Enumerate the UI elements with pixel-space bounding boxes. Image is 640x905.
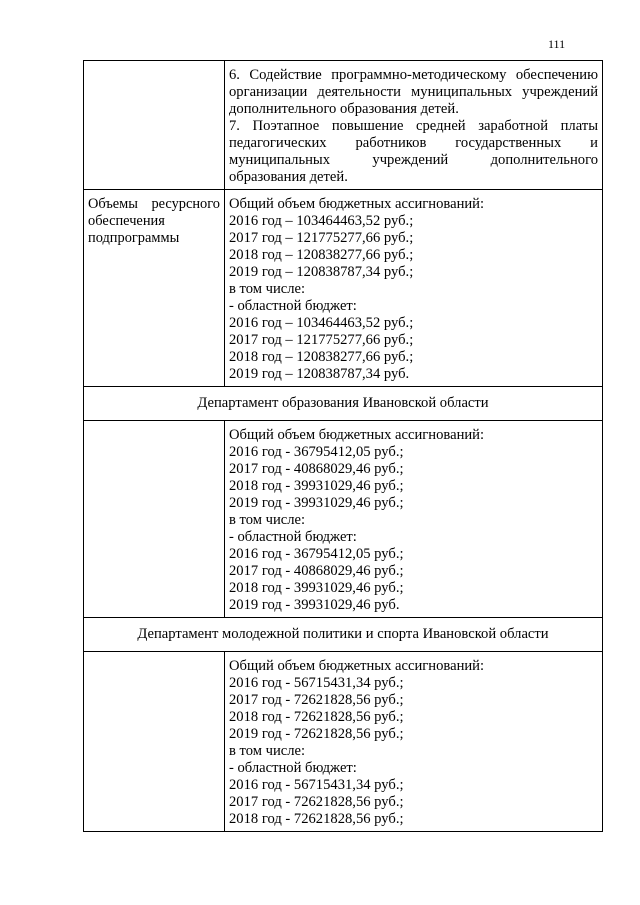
table-row xyxy=(84,618,603,652)
table-row xyxy=(84,421,603,618)
budget-line: 2019 год – 120838787,34 руб.; xyxy=(229,264,414,280)
budget-line: 2019 год – 120838787,34 руб. xyxy=(229,366,410,382)
budget-line: 2019 год - 39931029,46 руб.; xyxy=(229,495,404,511)
resource-label: Объемы ресурсного xyxy=(88,196,220,212)
budget-line: в том числе: xyxy=(229,281,306,297)
budget-line: - областной бюджет: xyxy=(229,529,357,545)
resource-label: обеспечения xyxy=(88,213,165,229)
table-row xyxy=(84,652,603,832)
table-row xyxy=(84,190,603,387)
budget-line: 2018 год - 72621828,56 руб.; xyxy=(229,811,404,827)
dept-youth-heading: Департамент молодежной политики и спорта Ивановской области xyxy=(84,618,603,652)
task-item: 6. Содействие программно-методическому обеспечению организации деятельности муниципальных учреждений дополнительного образования детей. xyxy=(229,67,598,117)
resource-values-cell xyxy=(225,190,603,387)
budget-line: 2018 год - 72621828,56 руб.; xyxy=(229,709,404,725)
resource-label: подпрограммы xyxy=(88,230,180,246)
budget-line: 2019 год - 39931029,46 руб. xyxy=(229,597,400,613)
budget-line: 2016 год – 103464463,52 руб.; xyxy=(229,315,414,331)
budget-line: 2017 год - 40868029,46 руб.; xyxy=(229,563,404,579)
budget-line: 2016 год - 36795412,05 руб.; xyxy=(229,444,404,460)
task-item: 7. Поэтапное повышение средней заработной платы педагогических работников государственных и муниципальных учреждений дополнительного образования детей. xyxy=(229,118,598,185)
budget-line: Общий объем бюджетных ассигнований: xyxy=(229,196,485,212)
budget-line: 2019 год - 72621828,56 руб.; xyxy=(229,726,404,742)
budget-line: - областной бюджет: xyxy=(229,298,357,314)
budget-line: 2018 год – 120838277,66 руб.; xyxy=(229,349,414,365)
budget-line: 2016 год - 36795412,05 руб.; xyxy=(229,546,404,562)
table-row xyxy=(84,387,603,421)
budget-line: Общий объем бюджетных ассигнований: xyxy=(229,658,485,674)
budget-line: в том числе: xyxy=(229,512,306,528)
dept-education-values-cell xyxy=(225,421,603,618)
budget-line: Общий объем бюджетных ассигнований: xyxy=(229,427,485,443)
budget-line: 2016 год - 56715431,34 руб.; xyxy=(229,675,404,691)
budget-line: 2017 год - 40868029,46 руб.; xyxy=(229,461,404,477)
budget-line: 2016 год – 103464463,52 руб.; xyxy=(229,213,414,229)
resource-label-cell xyxy=(84,190,225,387)
empty-label-cell xyxy=(84,61,225,190)
budget-line: 2017 год – 121775277,66 руб.; xyxy=(229,332,414,348)
budget-line: 2016 год - 56715431,34 руб.; xyxy=(229,777,404,793)
budget-line: - областной бюджет: xyxy=(229,760,357,776)
dept-youth-values-cell xyxy=(225,652,603,832)
budget-line: в том числе: xyxy=(229,743,306,759)
empty-label-cell xyxy=(84,652,225,832)
tasks-cell xyxy=(225,61,603,190)
budget-line: 2017 год - 72621828,56 руб.; xyxy=(229,692,404,708)
budget-line: 2017 год – 121775277,66 руб.; xyxy=(229,230,414,246)
page-number: 111 xyxy=(548,37,566,51)
budget-line: 2018 год - 39931029,46 руб.; xyxy=(229,580,404,596)
dept-education-heading: Департамент образования Ивановской области xyxy=(84,387,603,421)
budget-line: 2017 год - 72621828,56 руб.; xyxy=(229,794,404,810)
empty-label-cell xyxy=(84,421,225,618)
budget-line: 2018 год - 39931029,46 руб.; xyxy=(229,478,404,494)
table-row xyxy=(84,61,603,190)
subprogram-passport-table xyxy=(83,60,603,832)
budget-line: 2018 год – 120838277,66 руб.; xyxy=(229,247,414,263)
